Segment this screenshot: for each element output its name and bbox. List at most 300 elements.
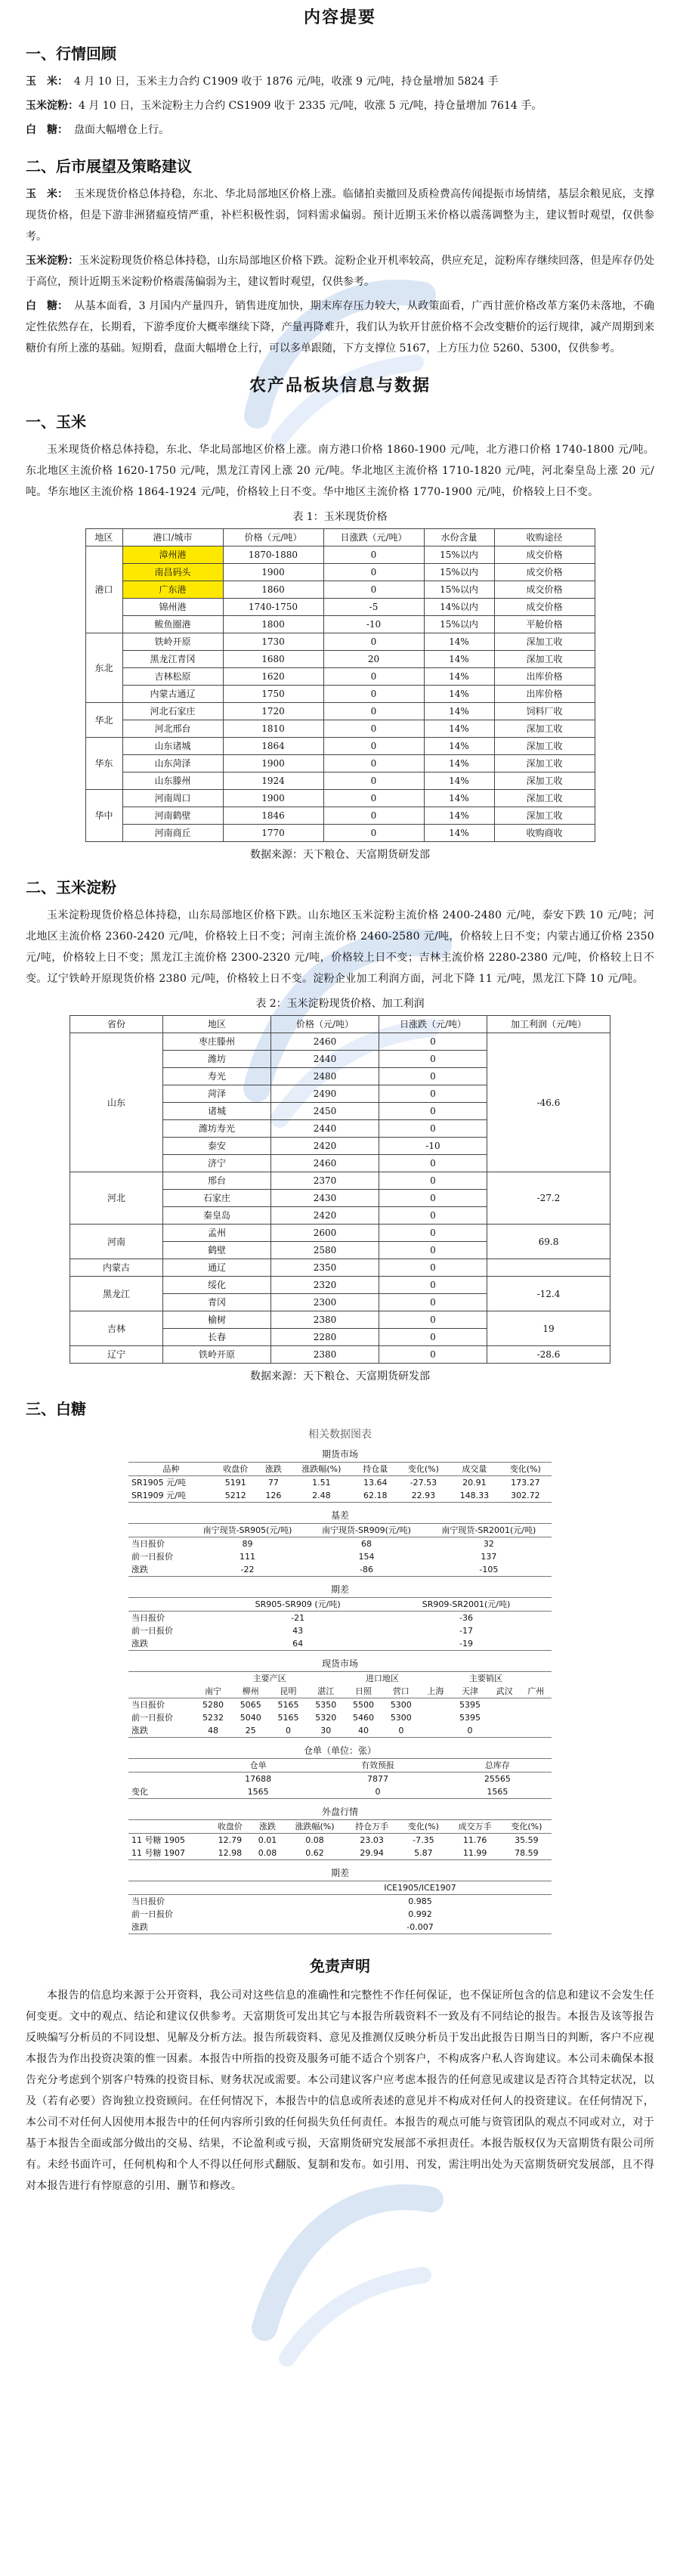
value-cell: -86 (307, 1563, 425, 1577)
table-row (85, 651, 595, 668)
column-header: 仓单 (204, 1759, 312, 1773)
price-cell: 2420 (271, 1138, 379, 1155)
table-row (70, 1033, 610, 1051)
row-label-cell: 当日报价 (131, 1538, 165, 1549)
change-cell: 0 (323, 668, 424, 686)
city-cell: 南昌码头 (122, 564, 223, 581)
value-cell: 48 (194, 1724, 232, 1738)
water-cell: 14%以内 (424, 599, 494, 616)
column-header: 昆明 (270, 1685, 308, 1698)
column-header: 南宁现货-SR909(元/吨) (307, 1524, 425, 1537)
row-label-cell: 涨跌 (128, 1724, 194, 1738)
sugar-chart-title: 相关数据图表 (308, 1429, 372, 1441)
table-row (85, 772, 595, 790)
sugar-outer-market-title: 外盘行情 (321, 1807, 358, 1817)
price-cell: 1900 (223, 564, 323, 581)
price-cell: 1860 (223, 581, 323, 599)
price-cell: 2420 (271, 1207, 379, 1225)
group-header: 主要产区 (194, 1672, 345, 1686)
value-cell: -21 (291, 1612, 305, 1623)
outlook-item-sugar (26, 296, 654, 359)
water-cell: 14% (424, 633, 494, 651)
price-cell: 2280 (271, 1329, 379, 1346)
change-cell: 0 (323, 581, 424, 599)
water-cell: 15%以内 (424, 564, 494, 581)
value-cell (520, 1724, 552, 1738)
value-cell: 5191 (224, 1477, 246, 1488)
purchase-way-cell: 深加工收 (494, 807, 595, 825)
column-header: 收盘价 (214, 1463, 258, 1476)
table-header-row (128, 1820, 552, 1834)
area-cell: 孟州 (163, 1225, 271, 1242)
table-row (70, 1277, 610, 1294)
column-header: 湛江 (307, 1685, 345, 1698)
column-header: 港口/城市 (122, 529, 223, 546)
column-header: 持仓万手 (345, 1820, 398, 1834)
column-header (128, 1524, 188, 1537)
row-label-cell (128, 1773, 204, 1786)
table-row (128, 1895, 552, 1909)
change-cell: 0 (379, 1051, 487, 1068)
sugar-ice-spread-title: 期差 (330, 1868, 349, 1878)
column-header: 成交万手 (448, 1820, 501, 1834)
column-header: 变化(%) (502, 1820, 552, 1834)
change-cell: 0 (379, 1242, 487, 1259)
price-cell: 2370 (271, 1172, 379, 1190)
water-cell: 15%以内 (424, 581, 494, 599)
area-cell: 菏泽 (163, 1085, 271, 1103)
table-row (128, 1724, 552, 1738)
value-cell: 5232 (202, 1712, 224, 1723)
table-row (128, 1773, 552, 1786)
area-cell: 秦皇岛 (163, 1207, 271, 1225)
table-row (70, 1259, 610, 1277)
value-cell: 7877 (366, 1773, 388, 1784)
city-cell: 河南鹤壁 (122, 807, 223, 825)
value-cell: 5.87 (398, 1847, 448, 1860)
item-text: 玉米现货价格总体持稳，东北、华北局部地区价格上涨。临储拍卖撤回及质检费高传闻提振市场情绪，基层余粮见底，支撑现货价格，但是下游非洲猪瘟疫情严重，补栏积极性弱，饲料需求偏弱。预计近期玉米价格以震荡调整为主，建议暂时观望，仅供参考。 (26, 188, 654, 243)
value-cell: -0.007 (289, 1921, 552, 1934)
column-header: 广州 (520, 1685, 552, 1698)
purchase-way-cell: 深加工收 (494, 651, 595, 668)
profit-cell: -46.6 (487, 1033, 610, 1172)
price-cell: 1680 (223, 651, 323, 668)
water-cell: 14% (424, 720, 494, 738)
table-row (85, 564, 595, 581)
column-header (128, 1672, 194, 1686)
price-cell: 2440 (271, 1120, 379, 1138)
city-cell: 锦州港 (122, 599, 223, 616)
province-cell: 辽宁 (70, 1346, 163, 1364)
city-cell: 河北石家庄 (122, 703, 223, 720)
price-cell: 1720 (223, 703, 323, 720)
change-cell: 0 (323, 790, 424, 807)
table-row (128, 1834, 552, 1847)
section-heading-corn: 一、玉米 (26, 413, 86, 431)
change-cell: 0 (323, 825, 424, 842)
column-header: 持仓量 (354, 1463, 397, 1476)
value-cell: 20.91 (462, 1477, 487, 1488)
sugar-spot-title: 现货市场 (321, 1658, 358, 1669)
price-cell: 2460 (271, 1155, 379, 1172)
province-cell: 河北 (70, 1172, 163, 1225)
corn-spot-price-table (85, 528, 595, 842)
column-header: 日涨跌（元/吨） (323, 529, 424, 546)
column-header (128, 1881, 289, 1895)
table-row (128, 1624, 552, 1637)
column-header: 收盘价 (209, 1820, 251, 1834)
price-cell: 2350 (271, 1259, 379, 1277)
table-header-row (128, 1759, 552, 1773)
row-label-cell: 当日报价 (131, 1896, 165, 1906)
sugar-warrant-table (128, 1758, 552, 1799)
table-row (85, 668, 595, 686)
price-cell: 2460 (271, 1033, 379, 1051)
value-cell: 5395 (459, 1699, 481, 1710)
value-cell: 11.99 (448, 1847, 501, 1860)
row-label-cell: SR1905 元/吨 (131, 1477, 186, 1488)
water-cell: 14% (424, 825, 494, 842)
city-cell: 山东菏泽 (122, 755, 223, 772)
table-row (128, 1550, 552, 1563)
value-cell: 126 (258, 1489, 289, 1503)
column-header: 涨跌 (258, 1463, 289, 1476)
value-cell: -105 (426, 1563, 552, 1577)
change-cell: 0 (323, 720, 424, 738)
province-cell: 黑龙江 (70, 1277, 163, 1311)
price-cell: 2430 (271, 1190, 379, 1207)
section-heading-outlook: 二、后市展望及策略建议 (26, 157, 192, 175)
price-cell: 2600 (271, 1225, 379, 1242)
change-cell: 0 (379, 1085, 487, 1103)
change-cell: 0 (379, 1277, 487, 1294)
table-row (85, 633, 595, 651)
item-text: 4 月 10 日，玉米主力合约 C1909 收于 1876 元/吨，收涨 9 元/吨，持仓量增加 5824 手 (74, 76, 499, 88)
value-cell: 5395 (459, 1712, 481, 1723)
price-cell: 2380 (271, 1311, 379, 1329)
price-cell: 2450 (271, 1103, 379, 1120)
table-row (85, 807, 595, 825)
area-cell: 青冈 (163, 1294, 271, 1311)
value-cell (420, 1724, 451, 1738)
price-cell: 2490 (271, 1085, 379, 1103)
water-cell: 14% (424, 738, 494, 755)
city-cell: 吉林松原 (122, 668, 223, 686)
table-row (85, 616, 595, 633)
city-cell: 鲅鱼圈港 (122, 616, 223, 633)
change-cell: 0 (379, 1103, 487, 1120)
price-cell: 2300 (271, 1294, 379, 1311)
column-header: 南宁现货-SR2001(元/吨) (426, 1524, 552, 1537)
table-row (85, 599, 595, 616)
city-cell: 山东诸城 (122, 738, 223, 755)
change-cell: 0 (379, 1311, 487, 1329)
value-cell: 78.59 (502, 1847, 552, 1860)
purchase-way-cell: 出库价格 (494, 668, 595, 686)
value-cell: 77 (267, 1477, 279, 1488)
value-cell: -19 (381, 1637, 552, 1651)
column-header: 南宁现货-SR905(元/吨) (188, 1524, 307, 1537)
purchase-way-cell: 饲料厂收 (494, 703, 595, 720)
price-cell: 2580 (271, 1242, 379, 1259)
table-header-row (70, 1016, 610, 1033)
water-cell: 14% (424, 668, 494, 686)
disclaimer-text: 本报告的信息均来源于公开资料，我公司对这些信息的准确性和完整性不作任何保证，也不保证所包含的信息和建议不会发生任何变更。文中的观点、结论和建议仅供参考。天富期货可发出其它与本报告所载资料不一致及有不同结论的报告。本报告及该等报告反映编写分析员的不同设想、见解及分析方法。报告所载资料、意见及推测仅反映分析员于发出此报告日期当日的判断，客户不应视本报告为作出投资决策的惟一因素。本报告中所指的投资及服务可能不适合个别客户，不构成客户私人咨询建议。本公司未确保本报告充分考虑到个别客户特殊的投资目标、财务状况或需要。本公司建议客户应考虑本报告的任何意见或建议是否符合其特定状况，以及（若有必要）咨询独立投资顾问。在任何情况下，本报告中的信息或所表述的意见并不构成对任何人的投资建议。在任何情况下，本公司不对任何人因使用本报告中的任何内容所引致的任何损失负任何责任。本报告的观点可能与资管团队的观点不同或对立，对于基于本报告全面或部分做出的交易、结果，不论盈利或亏损，天富期货研究发展部不承担责任。本报告版权仅为天富期货有限公司所有。未经书面许可，任何机构和个人不得以任何形式翻版、复制和发布。如引用、刊发，需注明出处为天富期货研究发展部，且不得对本报告进行有悖原意的引用、删节和修改。 (26, 1989, 654, 2192)
value-cell: 23.03 (360, 1834, 384, 1845)
value-cell: 35.59 (515, 1834, 539, 1845)
table-row (128, 1698, 552, 1712)
table-row (85, 755, 595, 772)
change-cell: 0 (379, 1207, 487, 1225)
disclaimer-title: 免责声明 (310, 1957, 370, 1975)
value-cell: 64 (215, 1637, 381, 1651)
column-header: 品种 (128, 1463, 214, 1476)
purchase-way-cell: 成交价格 (494, 546, 595, 564)
value-cell (489, 1724, 520, 1738)
area-cell: 铁岭开原 (163, 1346, 271, 1364)
value-cell: 173.27 (511, 1477, 540, 1488)
table-row (128, 1785, 552, 1799)
value-cell: 0 (312, 1785, 443, 1799)
city-cell: 河北邢台 (122, 720, 223, 738)
column-header: 省份 (70, 1016, 163, 1033)
table-header-row (128, 1598, 552, 1612)
table-row (128, 1847, 552, 1860)
sugar-warrant-title: 仓单（单位：张） (303, 1745, 376, 1756)
change-cell: 0 (379, 1155, 487, 1172)
value-cell: -27.53 (410, 1477, 437, 1488)
value-cell: -7.35 (413, 1834, 434, 1845)
value-cell: -22 (188, 1563, 307, 1577)
price-cell: 1900 (223, 755, 323, 772)
table-row (70, 1172, 610, 1190)
profit-cell (487, 1259, 610, 1277)
value-cell: 0.08 (251, 1847, 284, 1860)
row-label-cell: 涨跌 (128, 1637, 215, 1651)
change-cell: 0 (323, 738, 424, 755)
value-cell: 1.51 (312, 1477, 331, 1488)
change-cell: -10 (323, 616, 424, 633)
region-cell: 东北 (85, 633, 122, 703)
value-cell: 2.48 (289, 1489, 354, 1503)
purchase-way-cell: 深加工收 (494, 772, 595, 790)
region-cell: 华北 (85, 703, 122, 738)
column-header: 变化(%) (398, 1820, 448, 1834)
value-cell: 5460 (353, 1712, 375, 1723)
value-cell: 43 (292, 1625, 304, 1636)
price-cell: 1900 (223, 790, 323, 807)
value-cell: -17 (459, 1625, 473, 1636)
value-cell: 0.01 (258, 1834, 277, 1845)
column-header: 南宁 (194, 1685, 232, 1698)
area-cell: 鹤壁 (163, 1242, 271, 1259)
region-cell: 华东 (85, 738, 122, 790)
column-header: 涨跌幅(%) (284, 1820, 345, 1834)
price-cell: 1750 (223, 686, 323, 703)
value-cell: 12.79 (218, 1834, 243, 1845)
value-cell: 0 (382, 1724, 420, 1738)
province-cell: 吉林 (70, 1311, 163, 1346)
column-header: 营口 (382, 1685, 420, 1698)
area-cell: 石家庄 (163, 1190, 271, 1207)
table-header-row (85, 529, 595, 546)
purchase-way-cell: 出库价格 (494, 686, 595, 703)
water-cell: 15%以内 (424, 616, 494, 633)
purchase-way-cell: 深加工收 (494, 633, 595, 651)
sugar-data-panel (128, 1426, 552, 1934)
change-cell: 0 (323, 807, 424, 825)
item-text: 盘面大幅增仓上行。 (74, 124, 169, 136)
row-label-cell: 当日报价 (131, 1612, 165, 1623)
region-cell: 华中 (85, 790, 122, 842)
value-cell: 5065 (240, 1699, 261, 1710)
value-cell: 5165 (277, 1712, 299, 1723)
outlook-item-corn (26, 184, 654, 247)
price-cell: 1846 (223, 807, 323, 825)
value-cell: 12.98 (209, 1847, 251, 1860)
sugar-ice-spread-table (128, 1881, 552, 1934)
change-cell: 0 (379, 1190, 487, 1207)
price-cell: 2480 (271, 1068, 379, 1085)
change-cell: -10 (379, 1138, 487, 1155)
sugar-outer-market-table (128, 1819, 552, 1860)
table-header-row (128, 1524, 552, 1537)
change-cell: 20 (323, 651, 424, 668)
column-header: 涨跌幅(%) (289, 1463, 354, 1476)
value-cell: 111 (240, 1551, 256, 1562)
province-cell: 山东 (70, 1033, 163, 1172)
value-cell: 17688 (245, 1773, 272, 1784)
city-cell: 内蒙古通辽 (122, 686, 223, 703)
value-cell (520, 1698, 552, 1712)
value-cell: 89 (242, 1538, 253, 1549)
item-text: 玉米淀粉现货价格总体持稳，山东局部地区价格下跌。淀粉企业开机率较高，供应充足，淀粉库存继续回落，但是库存仍处于高位，预计近期玉米淀粉价格震荡偏弱为主，建议暂时观望，仅供参考。 (26, 255, 654, 288)
area-cell: 潍坊 (163, 1051, 271, 1068)
value-cell: 5320 (315, 1712, 337, 1723)
table-row (128, 1921, 552, 1934)
row-label-cell: 前一日报价 (131, 1712, 173, 1723)
value-cell: 13.64 (363, 1477, 388, 1488)
value-cell: 11.76 (462, 1834, 487, 1845)
water-cell: 14% (424, 703, 494, 720)
value-cell: 5500 (353, 1699, 375, 1710)
column-header (128, 1759, 204, 1773)
price-cell: 2380 (271, 1346, 379, 1364)
table-header-row (128, 1463, 552, 1476)
review-item-corn (26, 71, 654, 92)
sugar-spot-table (128, 1671, 552, 1738)
column-header (128, 1820, 209, 1834)
value-cell: 5280 (202, 1699, 224, 1710)
column-header: 成交量 (450, 1463, 499, 1476)
area-cell: 通辽 (163, 1259, 271, 1277)
change-cell: 0 (379, 1346, 487, 1364)
item-label: 玉米淀粉： (26, 100, 79, 112)
column-header: 价格（元/吨） (223, 529, 323, 546)
city-cell: 铁岭开原 (122, 633, 223, 651)
table-row (128, 1489, 552, 1503)
table-row (85, 720, 595, 738)
group-header-row (128, 1672, 552, 1686)
table-header-row (128, 1685, 552, 1698)
sugar-basis-title: 基差 (330, 1510, 349, 1521)
change-cell: 0 (323, 703, 424, 720)
purchase-way-cell: 深加工收 (494, 755, 595, 772)
corn-table-source: 数据来源：天下粮仓、天富期货研发部 (250, 849, 430, 861)
table-row (128, 1612, 552, 1625)
city-cell: 河南商丘 (122, 825, 223, 842)
purchase-way-cell: 深加工收 (494, 790, 595, 807)
price-cell: 1740-1750 (223, 599, 323, 616)
starch-table-source: 数据来源：天下粮仓、天富期货研发部 (250, 1370, 430, 1382)
section-heading-starch: 二、玉米淀粉 (26, 878, 116, 896)
item-text: 4 月 10 日，玉米淀粉主力合约 CS1909 收于 2335 元/吨，收涨 5 元/吨，持仓量增加 7614 手。 (79, 100, 542, 112)
table-row (85, 581, 595, 599)
review-item-sugar (26, 119, 654, 141)
price-cell: 1620 (223, 668, 323, 686)
row-label-cell: 变化 (128, 1785, 204, 1799)
change-cell: 0 (379, 1068, 487, 1085)
outlook-item-starch (26, 250, 654, 293)
table-row (85, 703, 595, 720)
price-cell: 2320 (271, 1277, 379, 1294)
starch-table-caption: 表 2：玉米淀粉现货价格、加工利润 (255, 998, 425, 1010)
city-cell: 河南周口 (122, 790, 223, 807)
column-header: 天津 (451, 1685, 489, 1698)
item-label: 白 糖： (26, 124, 68, 136)
value-cell: 302.72 (499, 1489, 552, 1503)
table-row (128, 1476, 552, 1490)
city-cell: 漳州港 (122, 546, 223, 564)
value-cell: 0 (270, 1724, 308, 1738)
corn-paragraph: 玉米现货价格总体持稳，东北、华北局部地区价格上涨。南方港口价格 1860-1900 元/吨，北方港口价格 1740-1800 元/吨。东北地区主流价格 1620-1750 元/吨，黑龙江青冈上涨 20 元/吨。华北地区主流价格 1710-1820 元/吨，河北秦皇岛上涨 20 元/吨。华东地区主流价格 1864-1924 元/吨，价格较上日不变。华中地区主流价格 1770-1900 元/吨，价格较上日不变。 (26, 444, 654, 498)
value-cell: 68 (361, 1538, 372, 1549)
area-cell: 寿光 (163, 1068, 271, 1085)
column-header: 水份含量 (424, 529, 494, 546)
value-cell: 0 (451, 1724, 489, 1738)
value-cell: 25565 (484, 1773, 511, 1784)
water-cell: 14% (424, 651, 494, 668)
value-cell: 30 (307, 1724, 345, 1738)
column-header: 日照 (345, 1685, 382, 1698)
value-cell: 0.08 (305, 1834, 324, 1845)
section-heading-sugar: 三、白糖 (26, 1400, 86, 1418)
purchase-way-cell: 深加工收 (494, 720, 595, 738)
column-header (128, 1598, 215, 1612)
table-row (128, 1711, 552, 1724)
profit-cell: -27.2 (487, 1172, 610, 1225)
value-cell: 5212 (214, 1489, 258, 1503)
area-cell: 泰安 (163, 1138, 271, 1155)
value-cell: 22.93 (397, 1489, 450, 1503)
table-row (70, 1346, 610, 1364)
column-header: 日涨跌（元/吨） (379, 1016, 487, 1033)
change-cell: 0 (379, 1033, 487, 1051)
change-cell: -5 (323, 599, 424, 616)
value-cell: -36 (459, 1612, 473, 1623)
column-header: 收购途径 (494, 529, 595, 546)
area-cell: 诸城 (163, 1103, 271, 1120)
change-cell: 0 (323, 686, 424, 703)
purchase-way-cell: 成交价格 (494, 564, 595, 581)
purchase-way-cell: 成交价格 (494, 599, 595, 616)
purchase-way-cell: 深加工收 (494, 738, 595, 755)
price-cell: 1810 (223, 720, 323, 738)
water-cell: 14% (424, 772, 494, 790)
area-cell: 绥化 (163, 1277, 271, 1294)
value-cell (420, 1711, 451, 1724)
column-header: 武汉 (489, 1685, 520, 1698)
